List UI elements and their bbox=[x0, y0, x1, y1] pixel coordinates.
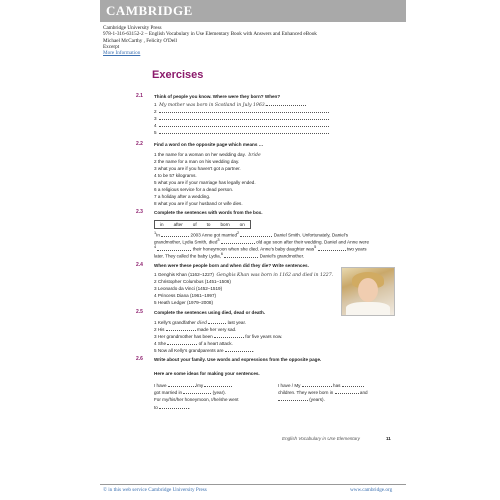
example-answer: Genghis Khan was born in 1162 and died in 1227. bbox=[216, 273, 334, 278]
cambridge-logo: CAMBRIDGE bbox=[106, 3, 193, 18]
list-item: 3 Leonardo da Vinci (1452–1519) bbox=[154, 286, 223, 291]
example-answer: bride bbox=[248, 153, 261, 158]
list-item: 8 what you are if your husband or wife dies. bbox=[154, 201, 243, 206]
exercise-instruction: Complete the sentences with words from the box. bbox=[154, 210, 263, 215]
answer-line[interactable]: 3 Her grandmother has been for five years now. bbox=[154, 334, 283, 339]
example-answer: My mother was born in Scotland in July 1963. bbox=[159, 103, 267, 108]
ideas-heading: Here are some ideas for making your sentences. bbox=[154, 371, 260, 376]
cambridge-banner bbox=[100, 0, 406, 22]
divider bbox=[100, 484, 406, 485]
princess-diana-photo bbox=[341, 267, 395, 316]
list-item: 7 a holiday after a wedding. bbox=[154, 194, 211, 199]
answer-line[interactable]: 4 bbox=[154, 122, 329, 129]
example-answer: died bbox=[197, 321, 208, 326]
exercise-instruction: Find a word on the opposite page which means … bbox=[154, 142, 264, 147]
answer-line[interactable]: 2 His made her very sad. bbox=[154, 327, 237, 332]
exercise-instruction: When were these people born and when did they die? Write sentences. bbox=[154, 263, 309, 268]
answer-line[interactable]: 1 My mother was born in Scotland in July 1963. bbox=[154, 101, 306, 109]
list-item: 1 Genghis Khan (1162–1227) Genghis Khan was born in 1162 and died in 1227. bbox=[154, 272, 334, 278]
page-title: Exercises bbox=[152, 69, 204, 81]
paragraph-line[interactable]: $^1$In 2003 Anne got married$^2$ Daniel Smith. Unfortunately, Daniel's bbox=[154, 231, 349, 238]
list-item: 5 Heath Ledger (1979–2008) bbox=[154, 300, 213, 305]
answer-line[interactable]: 5 bbox=[154, 129, 329, 136]
website-link[interactable]: www.cambridge.org bbox=[350, 487, 393, 493]
list-item: 2 the name for a man on his wedding day. bbox=[154, 159, 240, 164]
word-box: in after of to born on bbox=[154, 220, 251, 229]
answer-line[interactable]: 4 She of a heart attack. bbox=[154, 341, 233, 346]
list-item: 1 the name for a woman on her wedding day. bride bbox=[154, 152, 261, 158]
list-item: 5 what you are if your marriage has legally ended. bbox=[154, 180, 256, 185]
paragraph-line[interactable]: later. They called the baby Lydia,$^6$ Daniel's grandmother. bbox=[154, 252, 305, 259]
copyright-link[interactable]: © in this web service Cambridge University Press bbox=[103, 487, 207, 493]
exercise-number: 2.5 bbox=[136, 309, 143, 315]
exercise-number: 2.1 bbox=[136, 93, 143, 99]
ideas-right-column[interactable]: I have / My has children. They were born in and (years). bbox=[278, 383, 368, 403]
publisher: Cambridge University Press bbox=[103, 25, 162, 31]
exercise-number: 2.2 bbox=[136, 141, 143, 147]
more-information-link[interactable]: More Information bbox=[103, 50, 141, 57]
answer-line[interactable]: 1 Kelly's grandfather died last year. bbox=[154, 320, 247, 326]
excerpt-label: Excerpt bbox=[103, 43, 120, 50]
answer-line[interactable]: 2 bbox=[154, 108, 329, 115]
exercise-instruction: Complete the sentences using died, dead or death. bbox=[154, 310, 266, 315]
list-item: 6 a religious service for a dead person. bbox=[154, 187, 234, 192]
list-item: 2 Christopher Columbus (1451–1506) bbox=[154, 279, 231, 284]
paragraph-line[interactable]: grandmother, Lydia Smith, died$^3$ old age soon after their wedding. Daniel and Anne were bbox=[154, 238, 370, 245]
isbn-title: 978-1-316-63152-2 – English Vocabulary in Use Elementary Book with Answers and Enhanced eBook bbox=[103, 31, 317, 38]
book-metadata bbox=[103, 25, 317, 56]
answer-line[interactable]: 5 Now all Kelly's grandparents are . bbox=[154, 348, 255, 353]
exercise-instruction: Write about your family. Use words and expressions from the opposite page. bbox=[154, 357, 322, 362]
page-number: 11 bbox=[386, 436, 391, 441]
authors: Michael McCarthy , Felicity O'Dell bbox=[103, 37, 177, 44]
answer-line[interactable]: 3 bbox=[154, 115, 329, 122]
paragraph-line[interactable]: $^4$ their honeymoon when she died. Anne's baby daughter was$^5$ two years bbox=[154, 245, 367, 252]
exercise-number: 2.6 bbox=[136, 356, 143, 362]
ideas-left-column[interactable]: I have /my got married in (year). For my/his/her honeymoon, I/he/she went to . bbox=[154, 383, 239, 410]
exercise-instruction: Think of people you know. Where were they born? When? bbox=[154, 94, 281, 99]
list-item: 4 to be 57 kilograms. bbox=[154, 173, 197, 178]
list-item: 4 Princess Diana (1961–1997) bbox=[154, 293, 217, 298]
list-item: 3 what you are if you haven't got a partner. bbox=[154, 166, 241, 171]
exercise-number: 2.4 bbox=[136, 262, 143, 268]
book-title-footer: English Vocabulary in Use Elementary bbox=[282, 436, 360, 441]
exercise-number: 2.3 bbox=[136, 209, 143, 215]
